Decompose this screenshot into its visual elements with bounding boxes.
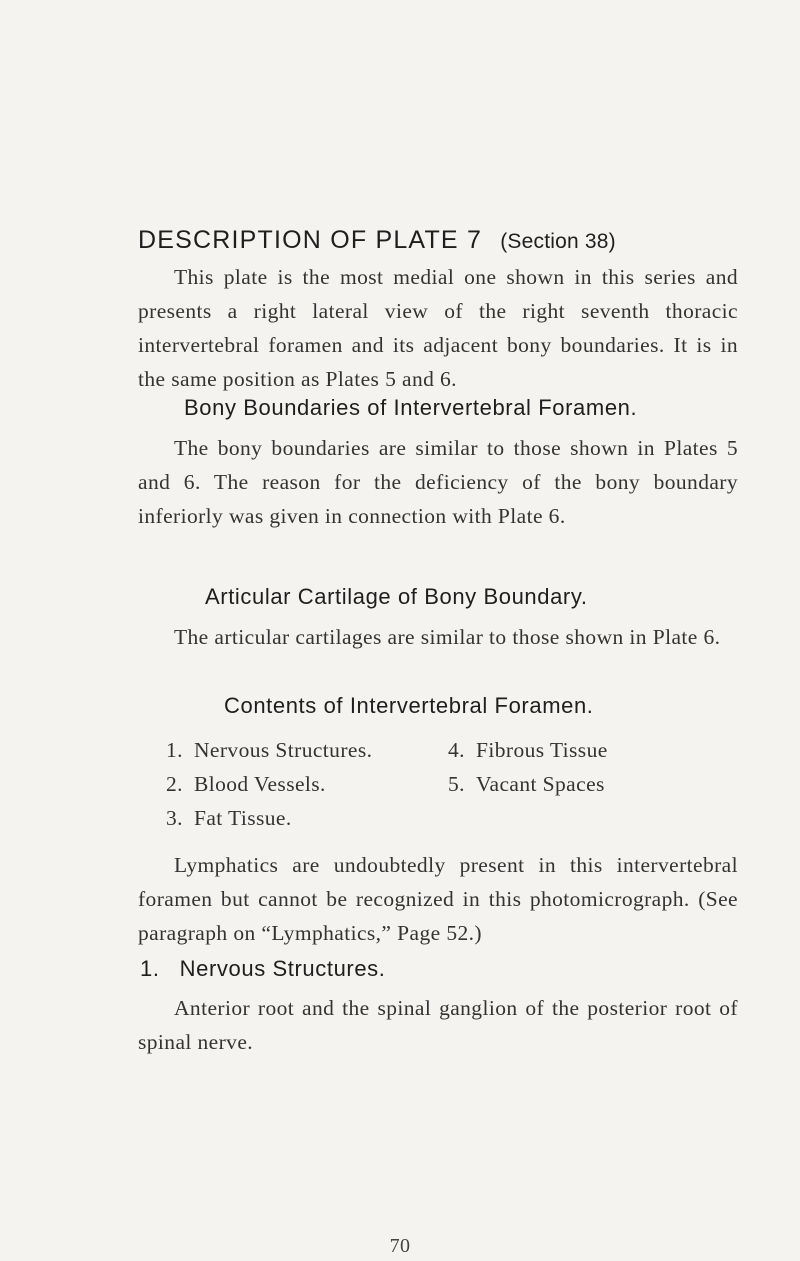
intro-paragraph: [138, 260, 738, 396]
lymphatics-text: Lymphatics are undoubtedly present in this intervertebral foramen but cannot be recognized in this photomicrograph. (See paragraph on “Lymphatics,” Page 52.): [138, 853, 738, 945]
lymphatics-paragraph: [138, 848, 738, 950]
contents-heading: Contents of Intervertebral Foramen.: [224, 693, 594, 718]
list-item: 2. Blood Vessels.: [166, 772, 326, 796]
contents-list-left: [166, 733, 372, 835]
page-title: [138, 226, 616, 255]
articular-cartilage-paragraph: [138, 620, 738, 654]
articular-cartilage-heading: Articular Cartilage of Bony Boundary.: [205, 584, 588, 609]
bony-boundaries-paragraph: [138, 431, 738, 533]
articular-cartilage-text: The articular cartilages are similar to those shown in Plate 6.: [174, 625, 721, 649]
intro-text: This plate is the most medial one shown in this series and presents a right lateral view of the right seventh thoracic intervertebral foramen and its adjacent bony boundaries. It is in the same position as Plates 5 and 6.: [138, 265, 738, 391]
bony-boundaries-heading: Bony Boundaries of Intervertebral Foramen.: [184, 395, 638, 420]
list-item: 1. Nervous Structures.: [166, 738, 373, 762]
nervous-structures-text: Anterior root and the spinal ganglion of the posterior root of spinal nerve.: [138, 996, 738, 1054]
list-item: 3. Fat Tissue.: [166, 806, 292, 830]
title-section: (Section 38): [500, 230, 616, 253]
contents-list-right: [448, 733, 608, 801]
title-main: DESCRIPTION OF PLATE 7: [138, 226, 483, 254]
list-item: 4. Fibrous Tissue: [448, 738, 608, 762]
nervous-structures-paragraph: [138, 991, 738, 1059]
page-number: 70: [389, 1235, 411, 1257]
bony-boundaries-text: The bony boundaries are similar to those shown in Plates 5 and 6. The reason for the deficiency of the bony boundary inferiorly was given in connection with Plate 6.: [138, 436, 738, 528]
list-item: 5. Vacant Spaces: [448, 772, 605, 796]
nervous-structures-heading: 1. Nervous Structures.: [140, 956, 386, 981]
